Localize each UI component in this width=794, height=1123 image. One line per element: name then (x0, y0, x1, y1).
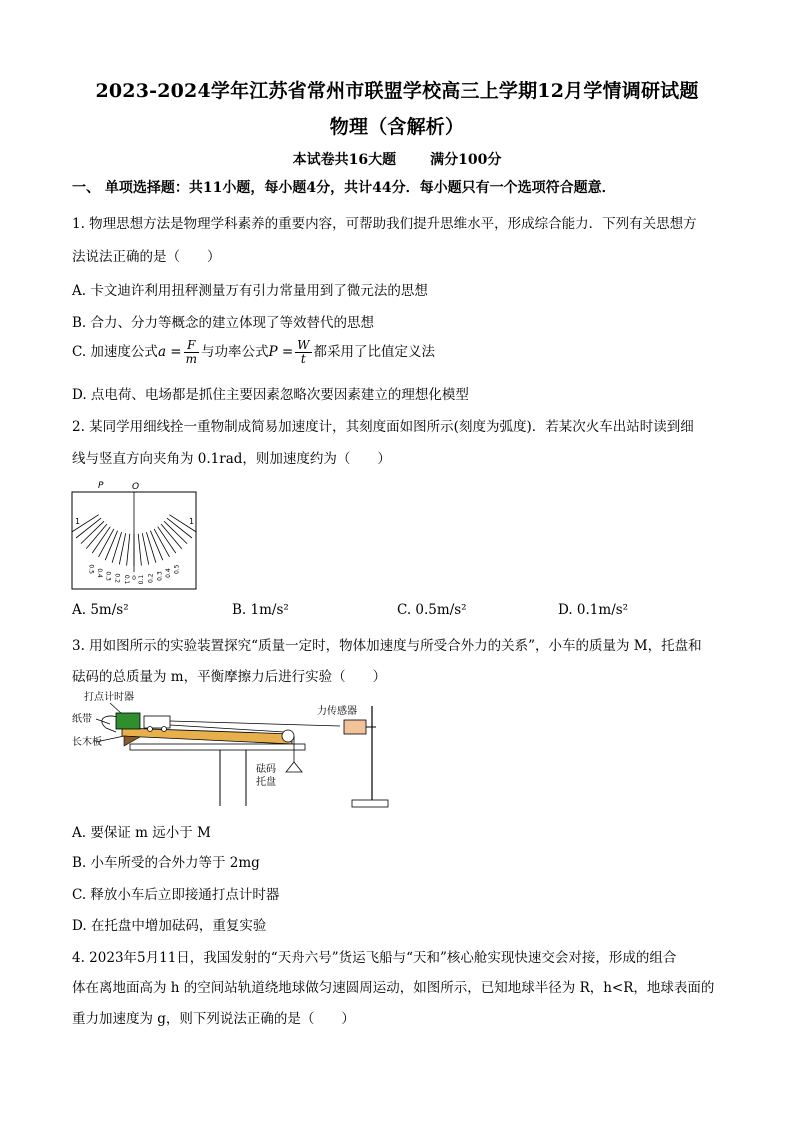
dial-scale-label: 0.2 (113, 573, 121, 583)
accel-numerator: F (184, 339, 199, 353)
q3-option-a: A. 要保证 m 远小于 M (72, 825, 211, 841)
power-fraction (295, 339, 311, 366)
label-tray: 托盘 (256, 777, 276, 788)
weight-tray (286, 762, 302, 772)
string-top (170, 721, 340, 726)
accelerometer-dial-figure (70, 480, 200, 592)
exam-subtitle (0, 149, 794, 169)
dial-left-tick: 1 (75, 517, 81, 526)
power-denominator: t (300, 352, 306, 366)
experiment-apparatus-figure (70, 688, 400, 813)
dial-scale-label: 0.5 (173, 564, 181, 574)
q3-option-d: D. 在托盘中增加砝码，重复实验 (72, 918, 267, 934)
q2-option-b: B. 1m/s² (232, 602, 289, 618)
dial-tick (119, 533, 125, 564)
dial-label-p: P (98, 481, 104, 491)
q1-option-d: D. 点电荷、电场都是抓住主要因素忽略次要因素建立的理想化模型 (72, 387, 469, 403)
dial-tick (105, 531, 117, 561)
dial-scale-label: 0 (132, 575, 136, 582)
q1-stem-line2: 法说法正确的是（ ） (72, 249, 221, 265)
dial-tick (142, 533, 148, 564)
q4-stem-line1: 4. 2023年5月11日，我国发射的“天舟六号”货运飞船与“天和”核心舱实现快速交会对接，形成的组合 (72, 950, 677, 966)
q1-stem-line1: 1. 物理思想方法是物理学科素养的重要内容，可帮助我们提升思维水平，形成综合能力．下列有关思想方 (72, 216, 697, 232)
q2-option-d: D. 0.1m/s² (558, 602, 629, 618)
force-sensor (344, 720, 366, 734)
exam-title-line1: 2023-2024学年江苏省常州市联盟学校高三上学期12月学情调研试题 (95, 80, 699, 102)
q2-stem-line1: 2. 某同学用细线拴一重物制成简易加速度计，其刻度面如图所示(刻度为弧度)．若某次火车出站时读到细 (72, 419, 694, 435)
dial-tick (127, 534, 130, 566)
cart-wheel (162, 727, 167, 732)
label-timer: 打点计时器 (84, 692, 134, 703)
q3-stem-line1: 3. 用如图所示的实验装置探究“质量一定时，物体加速度与所受合外力的关系”，小车的质量为 M，托盘和 (72, 638, 702, 654)
dial-scale-label: 0.4 (165, 568, 172, 578)
question-count-text: 本试卷共16大题 (292, 152, 397, 168)
section-heading: 一、 单项选择题：共11小题，每小题4分，共计44分．每小题只有一个选项符合题意． (72, 180, 616, 196)
cart-wheel (148, 727, 153, 732)
label-tape: 纸带 (72, 714, 92, 725)
q1-option-b: B. 合力、分力等概念的建立体现了等效替代的思想 (72, 315, 375, 331)
dial-scale-label: 0.2 (147, 573, 155, 583)
power-numerator: W (297, 338, 310, 352)
dial-tick (138, 534, 141, 566)
q1-option-c-mid: 与功率公式 (200, 344, 269, 360)
pointer-timer (110, 703, 122, 714)
q4-stem-line3: 重力加速度为 g，则下列说法正确的是（ ） (72, 1011, 355, 1027)
dial-right-tick: 1 (189, 517, 195, 526)
exam-title-line2: 物理（含解析） (329, 116, 465, 138)
accel-fraction (184, 339, 199, 366)
q2-option-a: A. 5m/s² (72, 602, 129, 618)
q3-option-c: C. 释放小车后立即接通打点计时器 (72, 887, 280, 903)
table-top (130, 744, 305, 750)
label-board: 长木板 (72, 737, 102, 748)
label-weights: 砝码 (256, 764, 276, 775)
q3-option-b: B. 小车所受的合外力等于 2mg (72, 855, 260, 871)
q1-option-c-suffix: 都采用了比值定义法 (313, 344, 436, 360)
dial-tick (150, 531, 162, 561)
full-score-text: 满分100分 (430, 152, 502, 168)
dial-scale-label: 0.4 (96, 568, 103, 578)
accel-denominator: m (185, 352, 197, 366)
power-formula-lhs: P = (268, 344, 294, 360)
dial-label-o: O (132, 482, 140, 492)
dial-scale-label: 0.3 (156, 571, 164, 581)
long-board (122, 728, 292, 744)
timer-device (116, 713, 140, 729)
q1-option-c (72, 339, 435, 366)
dial-tick (112, 532, 122, 563)
q2-option-c: C. 0.5m/s² (397, 602, 467, 618)
dial-tick (146, 532, 156, 563)
label-sensor: 力传感器 (317, 706, 357, 717)
pointer-tape (96, 719, 110, 724)
q1-option-c-prefix: C. 加速度公式 (72, 344, 158, 360)
q4-stem-line2: 体在离地面高为 h 的空间站轨道绕地球做匀速圆周运动，如图所示，已知地球半径为 R，h<R，地球表面的 (72, 980, 715, 996)
cart-body (144, 716, 170, 728)
dial-scale-label: 0.5 (87, 564, 95, 574)
dial-scale-label: 0.3 (104, 571, 112, 581)
dial-scale-label: 0.1 (122, 574, 130, 585)
q3-stem-line2: 砝码的总质量为 m，平衡摩擦力后进行实验（ ） (72, 669, 387, 685)
pulley (282, 730, 294, 742)
stand-base (352, 800, 388, 807)
q2-stem-line2: 线与竖直方向夹角为 0.1rad，则加速度约为（ ） (72, 451, 391, 467)
dial-scale-label: 0.1 (138, 574, 146, 585)
q1-option-a: A. 卡文迪许利用扭秤测量万有引力常量用到了微元法的思想 (72, 283, 428, 299)
accel-formula-lhs: a = (157, 344, 182, 360)
